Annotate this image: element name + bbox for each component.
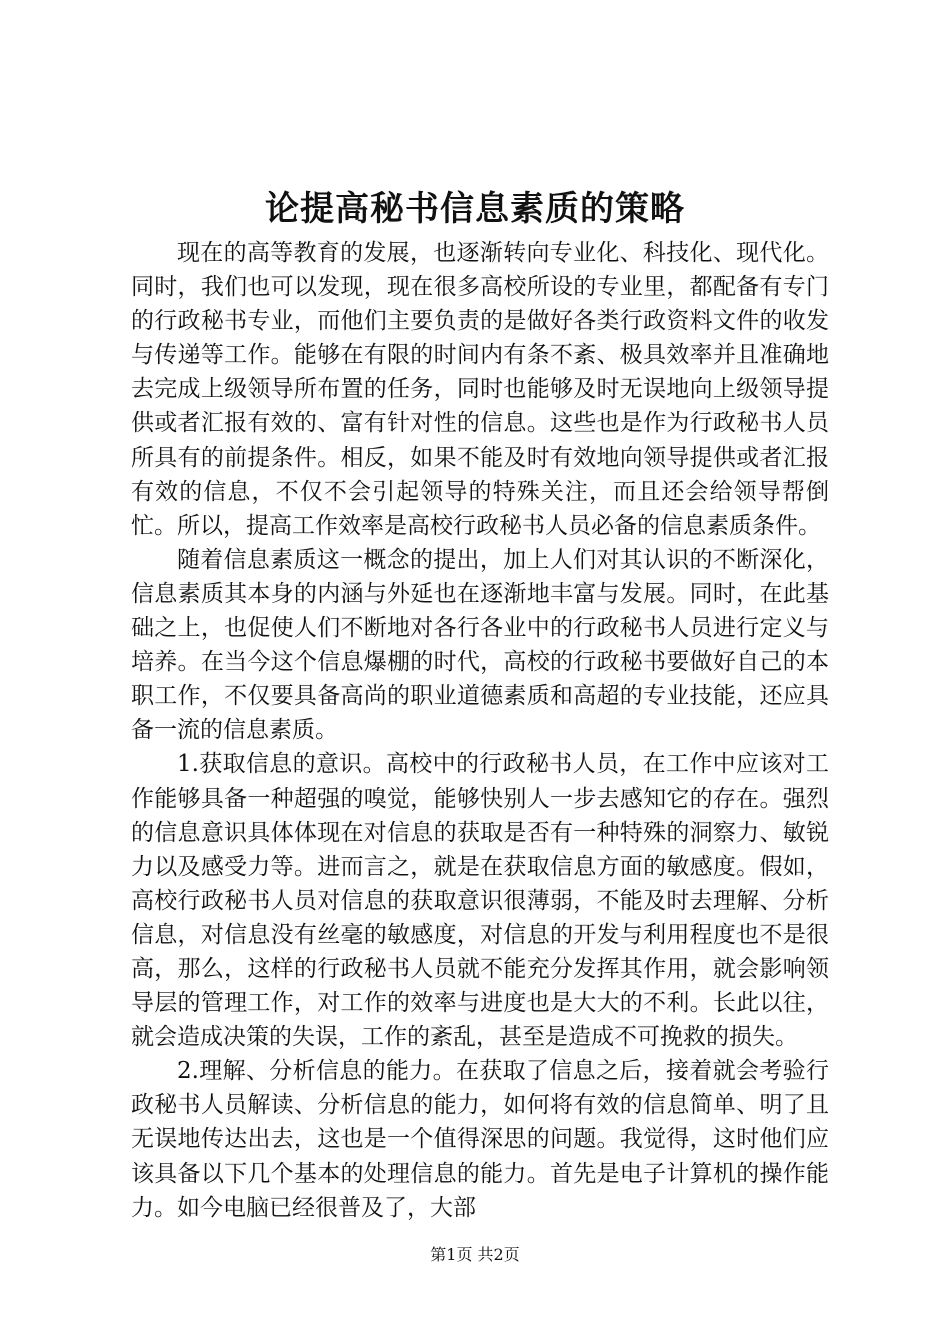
body-paragraph-4: 2.理解、分析信息的能力。在获取了信息之后，接着就会考验行政秘书人员解读、分析信息的能力，如何将有效的信息简单、明了且无误地传达出去，这也是一个值得深思的问题。我觉得，这时他们应该具备以下几个基本的处理信息的能力。首先是电子计算机的操作能力。如今电脑已经很普及了，大部 <box>131 1058 829 1221</box>
document-body <box>131 236 829 1225</box>
body-paragraph-2: 随着信息素质这一概念的提出，加上人们对其认识的不断深化，信息素质其本身的内涵与外延也在逐渐地丰富与发展。同时，在此基础之上，也促使人们不断地对各行各业中的行政秘书人员进行定义与培养。在当今这个信息爆棚的时代，高校的行政秘书要做好自己的本职工作，不仅要具备高尚的职业道德素质和高超的专业技能，还应具备一流的信息素质。 <box>131 546 829 744</box>
body-paragraph-3: 1.获取信息的意识。高校中的行政秘书人员，在工作中应该对工作能够具备一种超强的嗅觉，能够快别人一步去感知它的存在。强烈的信息意识具体体现在对信息的获取是否有一种特殊的洞察力、敏锐力以及感受力等。进而言之，就是在获取信息方面的敏感度。假如，高校行政秘书人员对信息的获取意识很薄弱，不能及时去理解、分析信息，对信息没有丝毫的敏感度，对信息的开发与利用程度也不是很高，那么，这样的行政秘书人员就不能充分发挥其作用，就会影响领导层的管理工作，对工作的效率与进度也是大大的不利。长此以往，就会造成决策的失误，工作的紊乱，甚至是造成不可挽救的损失。 <box>131 751 829 1051</box>
body-paragraph-1: 现在的高等教育的发展，也逐渐转向专业化、科技化、现代化。同时，我们也可以发现，现在很多高校所设的专业里，都配备有专门的行政秘书专业，而他们主要负责的是做好各类行政资料文件的收发与传递等工作。能够在有限的时间内有条不紊、极具效率并且准确地去完成上级领导所布置的任务，同时也能够及时无误地向上级领导提供或者汇报有效的、富有针对性的信息。这些也是作为行政秘书人员所具有的前提条件。相反，如果不能及时有效地向领导提供或者汇报有效的信息，不仅不会引起领导的特殊关注，而且还会给领导帮倒忙。所以，提高工作效率是高校行政秘书人员必备的信息素质条件。 <box>131 240 829 539</box>
document-title: 论提高秘书信息素质的策略 <box>265 189 685 229</box>
page-number-footer: 第1页 共2页 <box>430 1245 520 1264</box>
